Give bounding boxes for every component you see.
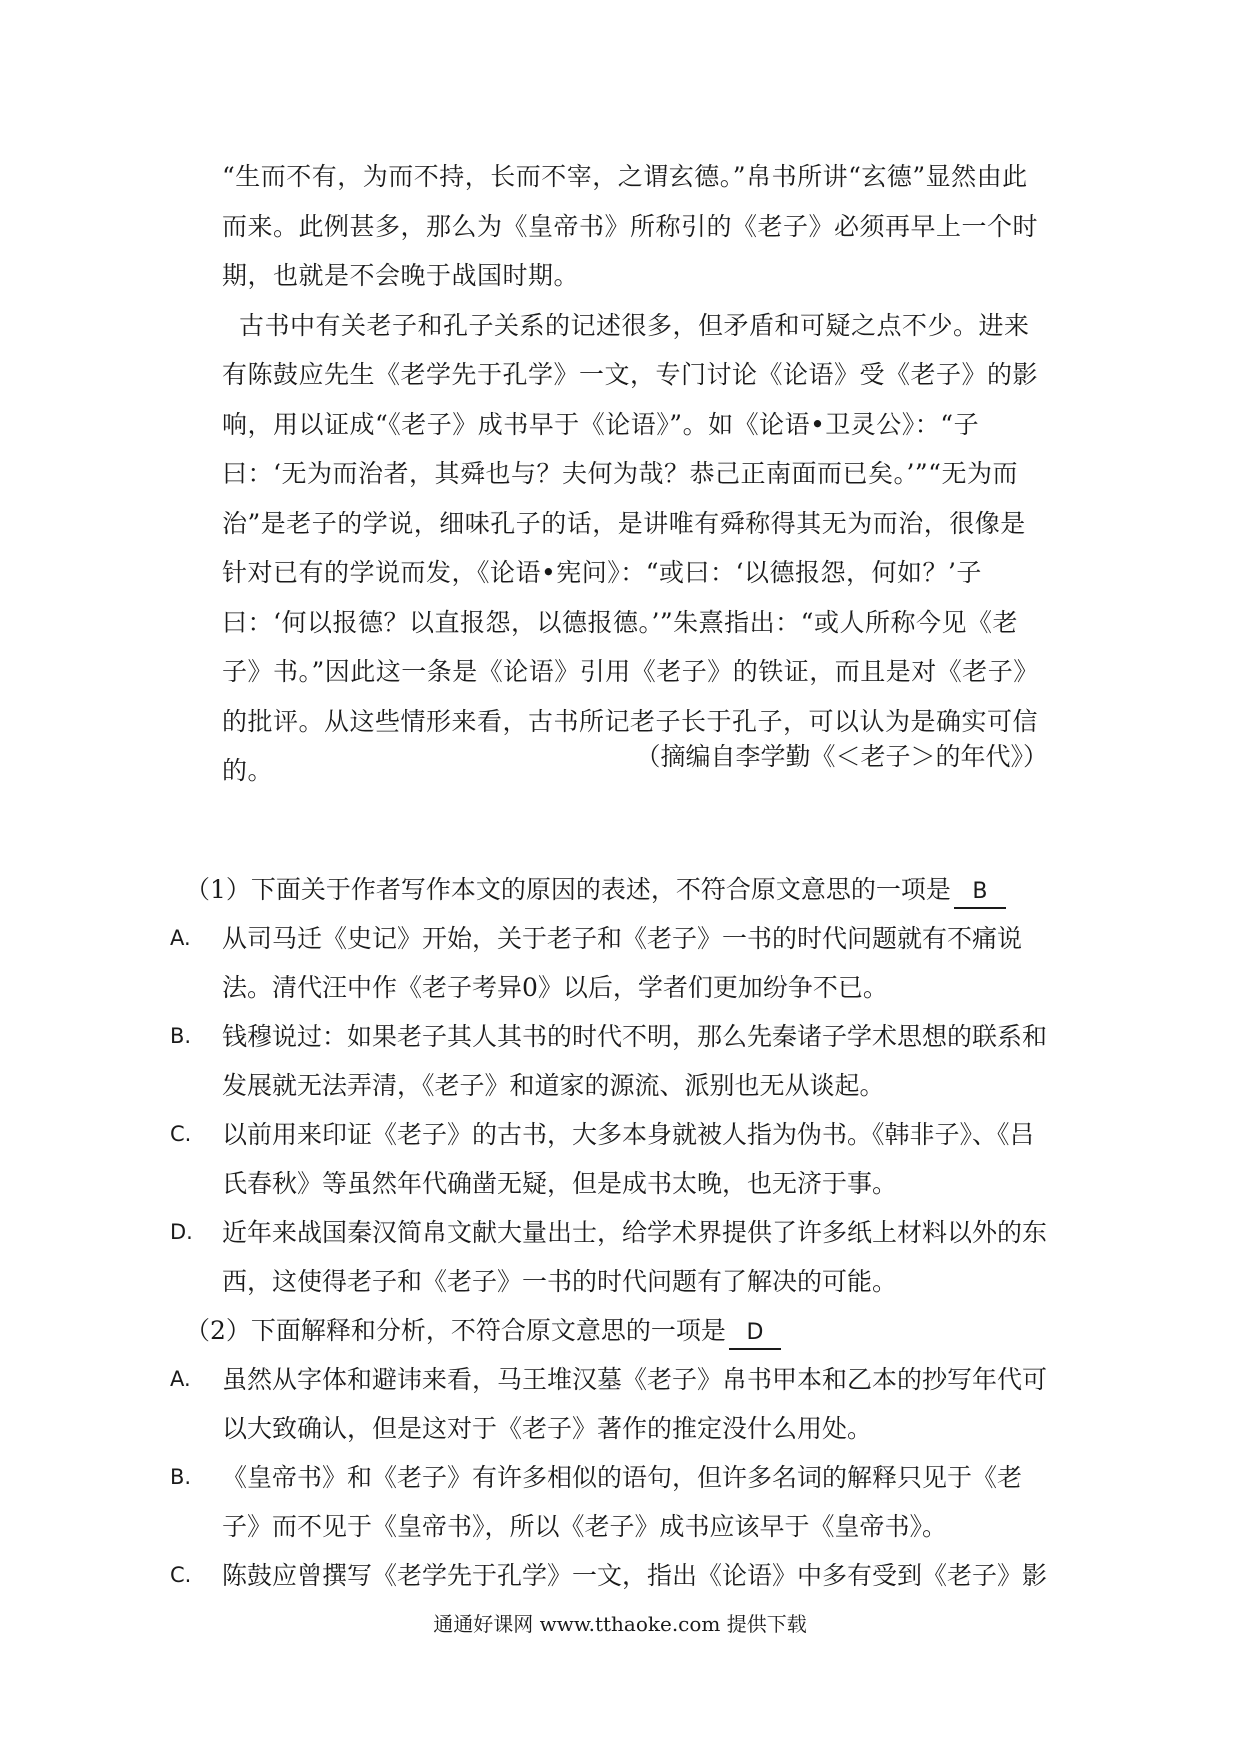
question-1-prompt: （1）下面关于作者写作本文的原因的表述，不符合原文意思的一项是: [185, 875, 951, 904]
option-letter: C.: [170, 1122, 192, 1146]
passage-paragraph-1: “生而不有，为而不持，长而不宰，之谓玄德。”帛书所讲“玄德”显然由此而来。此例甚多，那么为《皇帝书》所称引的《老子》必须再早上一个时期，也就是不会晚于战国时期。: [222, 162, 1039, 290]
option-text: 虽然从字体和避讳来看，马王堆汉墓《老子》帛书甲本和乙本的抄写年代可以大致确认，但是这对于《老子》著作的推定没什么用处。: [222, 1365, 1048, 1443]
question-1-answer: B: [954, 877, 1006, 909]
question-1-option-c: [170, 1110, 1070, 1208]
option-letter: B.: [170, 1465, 192, 1489]
question-1-option-d: [170, 1208, 1070, 1306]
option-text: 以前用来印证《老子》的古书，大多本身就被人指为伪书。《韩非子》、《吕氏春秋》等虽然年代确凿无疑，但是成书太晚，也无济于事。: [222, 1120, 1035, 1198]
question-1: [170, 865, 1070, 914]
option-text: 钱穆说过：如果老子其人其书的时代不明，那么先秦诸子学术思想的联系和发展就无法弄清，《老子》和道家的源流、派别也无从谈起。: [222, 1022, 1048, 1100]
option-text: 近年来战国秦汉简帛文献大量出士，给学术界提供了许多纸上材料以外的东西，这使得老子和《老子》一书的时代问题有了解决的可能。: [222, 1218, 1048, 1296]
option-letter: C.: [170, 1563, 192, 1587]
question-1-option-b: [170, 1012, 1070, 1110]
page-footer: 通通好课网 www.tthaoke.com 提供下载: [433, 1612, 807, 1636]
option-letter: A.: [170, 1367, 191, 1391]
passage-paragraph-2: 古书中有关老子和孔子关系的记述很多，但矛盾和可疑之点不少。进来有陈鼓应先生《老学先于孔学》一文，专门讨论《论语》受《老子》的影响，用以证成“《老子》成书早于《论语》”。如《论语•卫灵公》：“子曰：‘无为而治者，其舜也与？夫何为哉？恭己正南面而已矣。’”“无为而治”是老子的学说，细味孔子的话，是讲唯有舜称得其无为而治，很像是针对已有的学说而发，《论语•宪问》：“或曰：‘以德报怨，何如？’子曰：‘何以报德？以直报怨，以德报德。’”朱熹指出：“或人所称今见《老子》书。”因此这一条是《论语》引用《老子》的铁证，而且是对《老子》的批评。从这些情形来看，古书所记老子长于孔子，可以认为是确实可信的。: [222, 310, 1039, 785]
option-letter: A.: [170, 926, 191, 950]
question-2-option-b: [170, 1453, 1070, 1551]
question-1-option-a: [170, 914, 1070, 1012]
question-2-option-a: [170, 1355, 1070, 1453]
option-letter: B.: [170, 1024, 192, 1048]
option-text: 《皇帝书》和《老子》有许多相似的语句，但许多名词的解释只见于《老子》而不见于《皇帝书》，所以《老子》成书应该早于《皇帝书》。: [222, 1463, 1023, 1541]
question-2-answer: D: [729, 1318, 781, 1350]
passage-source: （摘编自李学勤《＜老子＞的年代》）: [635, 742, 1048, 771]
question-2-option-c: [170, 1551, 1070, 1600]
question-2-prompt: （2）下面解释和分析，不符合原文意思的一项是: [185, 1316, 726, 1345]
option-text: 陈鼓应曾撰写《老学先于孔学》一文，指出《论语》中多有受到《老子》影: [222, 1561, 1048, 1590]
question-2: [170, 1306, 1070, 1355]
reading-passage: [222, 152, 1048, 796]
option-text: 从司马迁《史记》开始，关于老子和《老子》一书的时代问题就有不痛说法。清代汪中作《老子考异0》以后，学者们更加纷争不已。: [222, 924, 1023, 1002]
question-section: [170, 865, 1070, 1600]
option-letter: D.: [170, 1220, 193, 1244]
